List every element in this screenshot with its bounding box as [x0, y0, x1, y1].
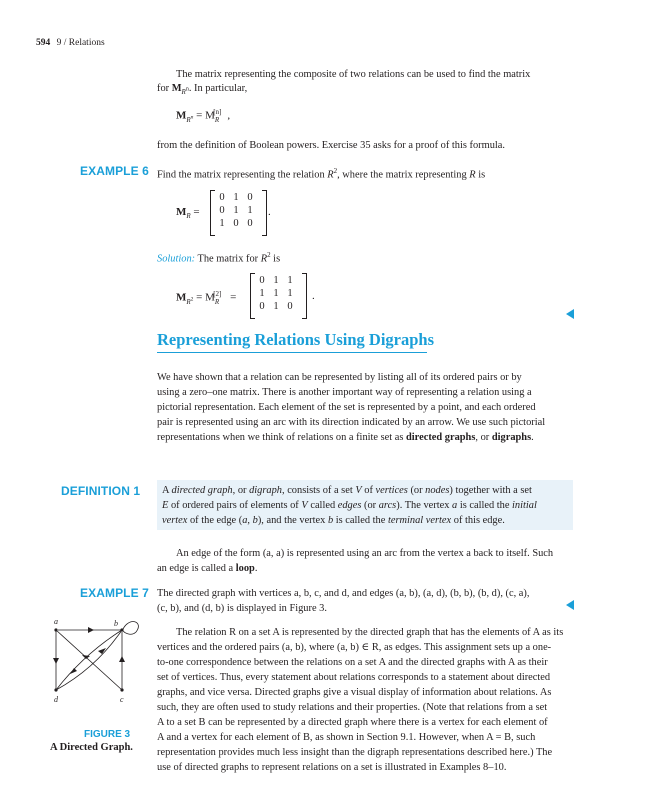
vertex-label-c: c — [120, 695, 124, 704]
matrix-1 — [210, 190, 266, 234]
edge-c-a — [56, 630, 122, 690]
matrix-cell: 1 — [273, 301, 279, 312]
definition-1-label: DEFINITION 1 — [61, 484, 141, 498]
intro-line-2: for $M_{R^n}$. In particular, — [157, 83, 248, 97]
loop-paragraph: An edge of the form (a, a) is represented using an arc from the vertex a back to itself. Such an edge is called a loop. — [157, 548, 554, 574]
directed-graph-figure — [30, 618, 150, 718]
figure-number: FIGURE 3 — [84, 729, 131, 740]
matrix-cell: 0 — [219, 205, 225, 216]
matrix-cell: 1 — [219, 218, 225, 229]
vertex-d — [54, 688, 57, 691]
matrix-cell: 0 — [287, 301, 293, 312]
chapter-title: 9 / Relations — [56, 38, 105, 48]
solution-label: Solution: — [157, 253, 196, 265]
vertex-c — [120, 688, 123, 691]
vertex-b — [120, 628, 123, 631]
matrix-cell: 0 — [247, 192, 253, 203]
matrix-cell: 1 — [259, 288, 265, 299]
section-paragraph: We have shown that a relation can be represented by listing all of its ordered pairs or by using a zero–one matrix. There is another important way of representing a relation using a pictorial representation. Each element of the set is represented by a point, and each ordered pair is represented using an arc with its direction indicated by an arrow. We use such pictorial representations when we think of relations on a finite set as directed graphs, or digraphs. — [157, 372, 546, 443]
matrix-cell: 0 — [247, 218, 253, 229]
page-number: 594 — [36, 38, 51, 48]
matrix-cell: 1 — [247, 205, 253, 216]
intro-after: from the definition of Boolean powers. Exercise 35 asks for a proof of this formula. — [157, 140, 505, 151]
vertex-a — [54, 628, 57, 631]
section-rule — [157, 352, 427, 353]
matrix-cell: 1 — [273, 288, 279, 299]
vertex-label-b: b — [114, 619, 118, 628]
intro-line-1: The matrix representing the composite of two relations can be used to find the matrix — [176, 69, 531, 80]
edge-b-b-loop — [123, 622, 138, 635]
figure-caption: A Directed Graph. — [50, 742, 133, 753]
matrix-cell: 0 — [219, 192, 225, 203]
section-title: Representing Relations Using Digraphs — [157, 330, 435, 349]
matrix-cell: 0 — [259, 301, 265, 312]
vertex-label-d: d — [54, 695, 58, 704]
solution-line: Solution: The matrix for $R^2$ is — [157, 251, 281, 265]
matrix-2-label: $M_{R^2} = M_R[2]$ = — [176, 290, 237, 306]
vertex-label-a: a — [54, 618, 58, 626]
matrix-cell: 0 — [233, 218, 239, 229]
matrix-cell: 0 — [259, 275, 265, 286]
definition-1-text: A directed graph, or digraph, consists of a set V of vertices (or nodes) together with a set E of ordered pairs of elements of V called edges (or arcs). The vertex a is called the initial vertex of the edge (a, b), and the vertex b is called the terminal vertex of this edge. — [162, 485, 537, 526]
matrix-1-label: $M_R$ = — [176, 206, 200, 221]
matrix-cell: 1 — [233, 192, 239, 203]
final-paragraph: The relation R on a set A is represented by the directed graph that has the elements of A as its vertices and the ordered pairs (a, b), where (a, b) ∈ R, as edges. This assignment sets up a one- to-one correspondence between the relations on a set A and the directed graphs with A as their set of vertices. Thus, every statement about relations corresponds to a statement about directed graphs, and vice versa. Directed graphs give a visual display of information about relations. As such, they are often used to study relations and their properties. (Note that relations from a set A to a set B can be represented by a directed graph where there is a vertex for each element of A and a vertex for each element of B, as shown in Section 9.1. However, when A = B, such representation provides much less insight than the digraph representations described here.) The use of directed graphs to represent relations on a set is illustrated in Examples 8–10. — [157, 627, 564, 773]
matrix-2 — [250, 273, 306, 317]
matrix-cell: 1 — [287, 275, 293, 286]
example-7-label: EXAMPLE 7 — [80, 586, 149, 600]
intro-equation: $M_{R^n} = M_R[n]$ , — [176, 108, 231, 124]
end-of-example-icon — [566, 309, 574, 319]
example-6-label: EXAMPLE 6 — [80, 164, 149, 178]
matrix-cell: 1 — [287, 288, 293, 299]
example-7-text: The directed graph with vertices a, b, c, and d, and edges (a, b), (a, d), (b, b), (b, d), (c, a), (c, b), and (d, b) is displayed in Figure 3. — [157, 588, 530, 614]
example-6-text: Find the matrix representing the relation $R^2$, where the matrix representing R is — [157, 167, 486, 181]
end-of-example-7-icon — [566, 600, 574, 610]
matrix-2-period: . — [312, 290, 315, 302]
matrix-cell: 1 — [273, 275, 279, 286]
running-head — [36, 38, 105, 48]
matrix-cell: 1 — [233, 205, 239, 216]
matrix-1-period: . — [268, 206, 271, 218]
